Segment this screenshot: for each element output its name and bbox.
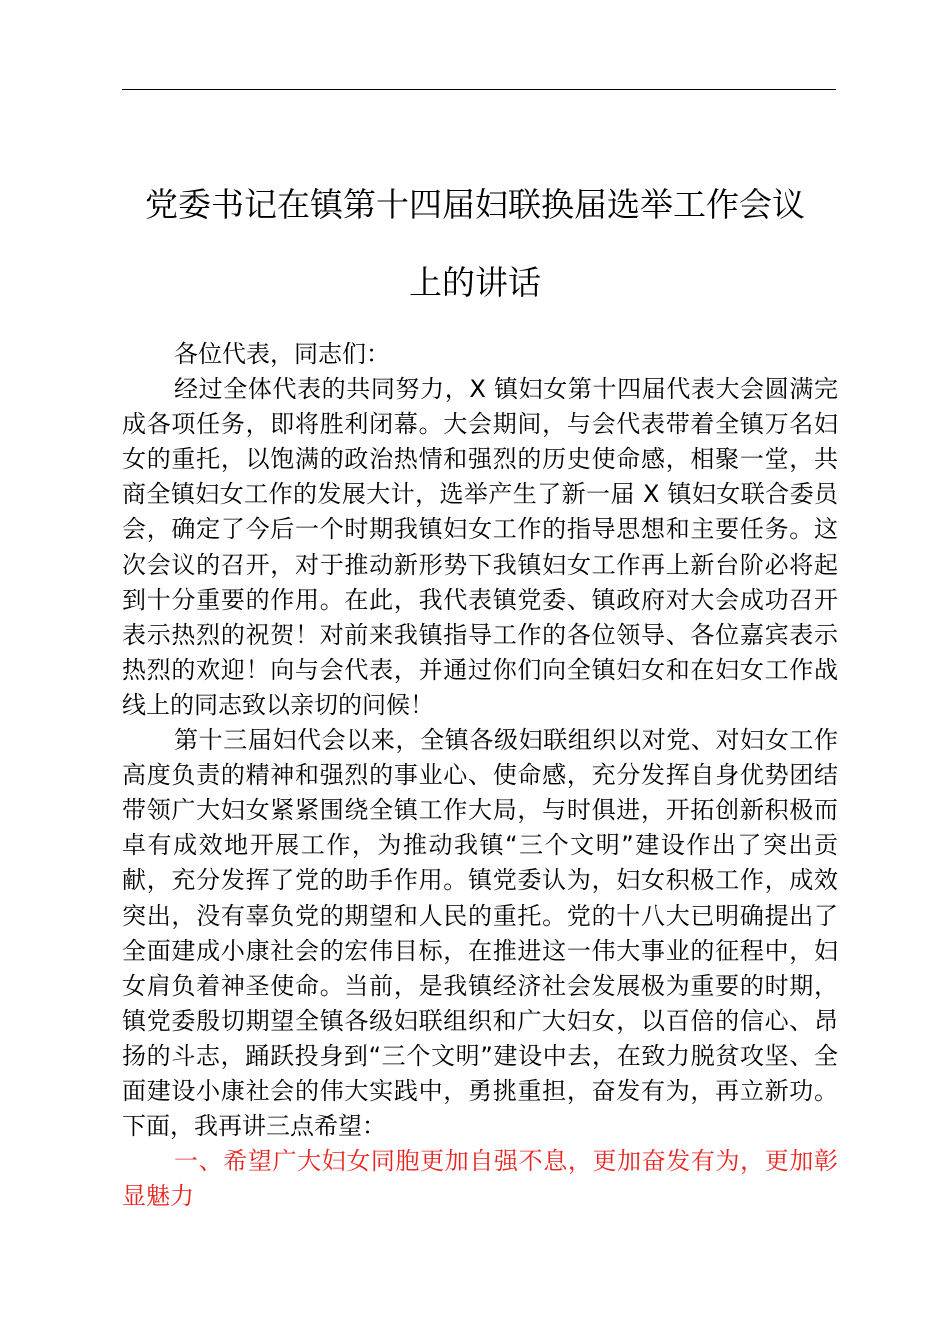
header-rule [122, 89, 836, 90]
document-title [100, 166, 850, 322]
section-heading: 一、希望广大妇女同胞更加自强不息，更加奋发有为，更加彰显魅力 [122, 1147, 838, 1211]
paragraph-2: 第十三届妇代会以来，全镇各级妇联组织以对党、对妇女工作高度负责的精神和强烈的事业心、使命感，充分发挥自身优势团结带领广大妇女紧紧围绕全镇工作大局，与时俱进，开拓创新积极而卓有成效地开展工作，为推动我镇“三个文明”建设作出了突出贡献，充分发挥了党的助手作用。镇党委认为，妇女积极工作，成效突出，没有辜负党的期望和人民的重托。党的十八大已明确提出了全面建成小康社会的宏伟目标，在推进这一伟大事业的征程中，妇女肩负着神圣使命。当前，是我镇经济社会发展极为重要的时期，镇党委殷切期望全镇各级妇联组织和广大妇女，以百倍的信心、昂扬的斗志，踊跃投身到“三个文明”建设中去，在致力脱贫攻坚、全面建设小康社会的伟大实践中，勇挑重担，奋发有为，再立新功。下面，我再讲三点希望： [122, 726, 838, 1141]
paragraph-1: 经过全体代表的共同努力，X 镇妇女第十四届代表大会圆满完成各项任务，即将胜利闭幕。大会期间，与会代表带着全镇万名妇女的重托，以饱满的政治热情和强烈的历史使命感，相聚一堂，共商全镇妇女工作的发展大计，选举产生了新一届 X 镇妇女联合委员会，确定了今后一个时期我镇妇女工作的指导思想和主要任务。这次会议的召开，对于推动新形势下我镇妇女工作再上新台阶必将起到十分重要的作用。在此，我代表镇党委、镇政府对大会成功召开表示热烈的祝贺！对前来我镇指导工作的各位领导、各位嘉宾表示热烈的欢迎！向与会代表，并通过你们向全镇妇女和在妇女工作战线上的同志致以亲切的问候！ [122, 375, 838, 719]
document-body [122, 337, 838, 1214]
title-line-1: 党委书记在镇第十四届妇联换届选举工作会议 [145, 185, 805, 224]
title-line-2: 上的讲话 [409, 263, 541, 302]
salutation: 各位代表，同志们： [174, 340, 390, 368]
